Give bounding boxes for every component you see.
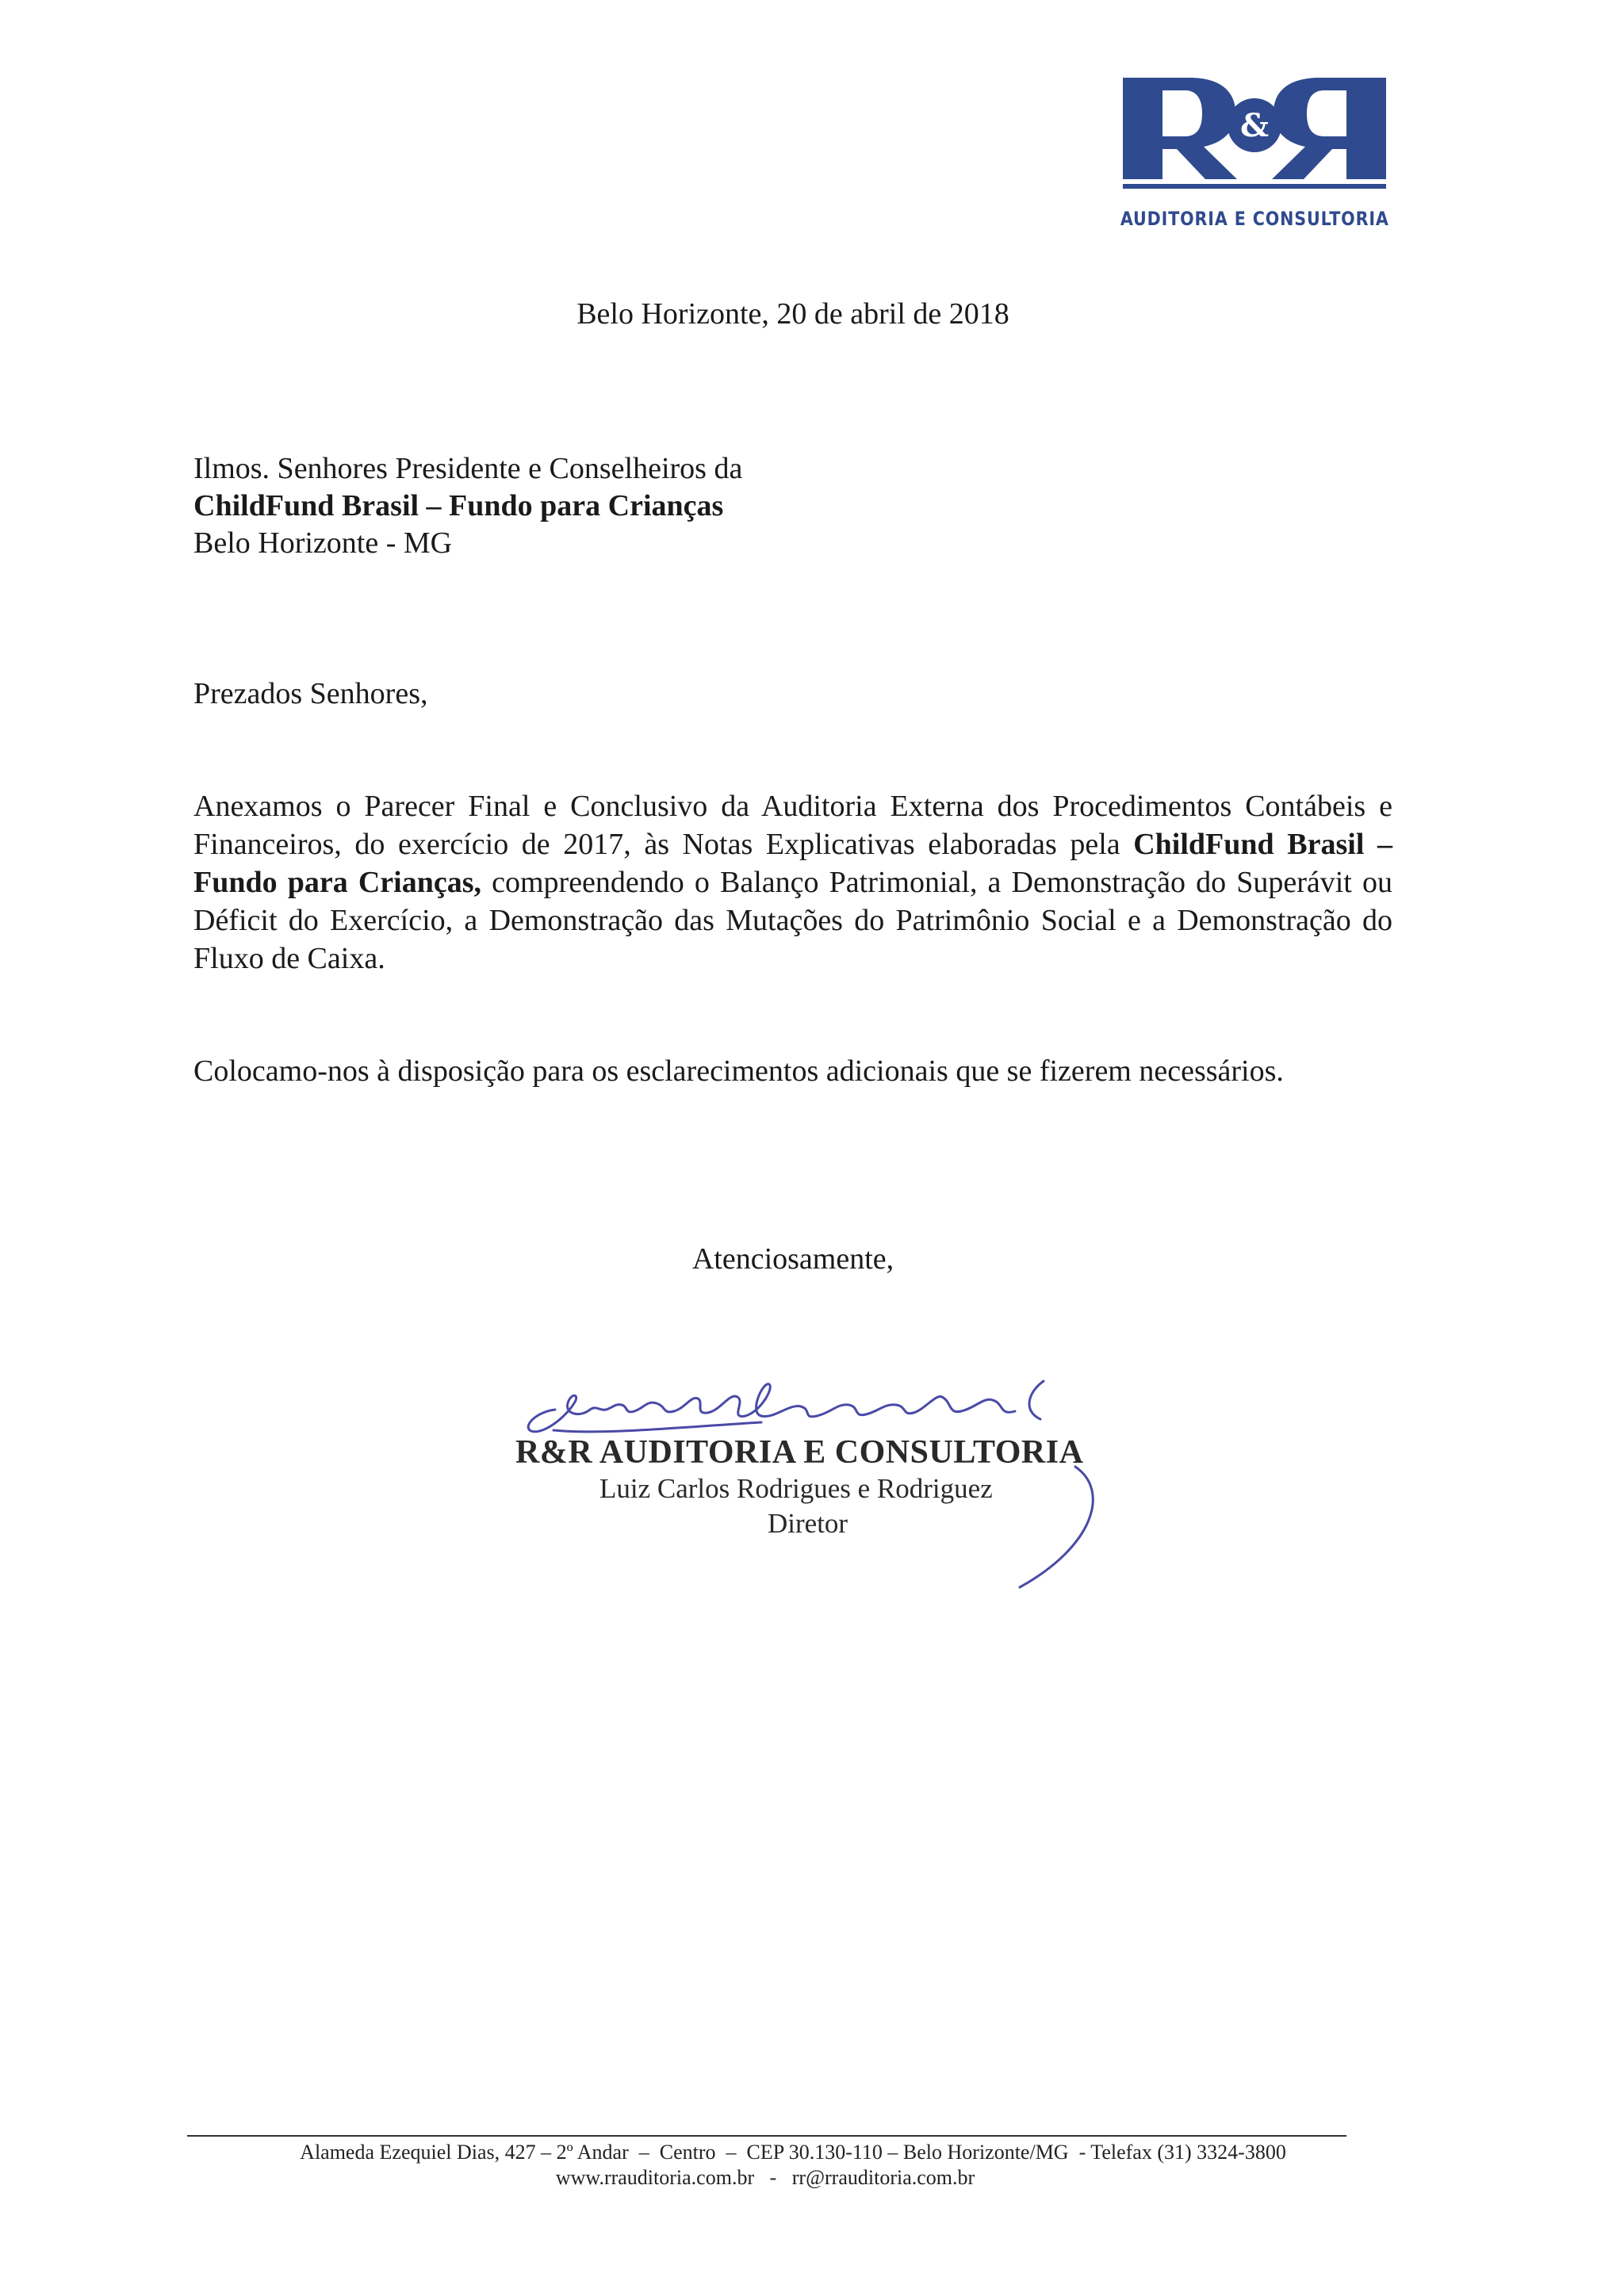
body-rest: compreendendo o Balanço Patrimonial, a Demonstração do Superávit ou Déficit do Exercício, a Demonstração das Mutações do Patrimônio Social e a Demonstração do Fluxo de Caixa. (193, 866, 1392, 975)
salutation: Prezados Senhores, (193, 677, 428, 710)
body-paragraph (193, 787, 1392, 978)
recipient-organization: ChildFund Brasil – Fundo para Crianças (193, 489, 724, 522)
logo-mark-icon (1120, 73, 1389, 184)
logo-rule (1123, 184, 1386, 189)
signature-name: Luiz Carlos Rodrigues e Rodriguez (599, 1473, 993, 1504)
body-organization: ChildFund Brasil – Fundo para Crianças, (193, 828, 1392, 899)
valediction: Atenciosamente, (691, 1242, 894, 1276)
body-intro: Anexamos o Parecer Final e Conclusivo da Auditoria Externa dos Procedimentos Contábeis e Financeiros, do exercício de 2017, às Notas Explicativas elaboradas pela (193, 790, 1392, 861)
recipient-city: Belo Horizonte - MG (193, 526, 453, 560)
footer-address: Alameda Ezequiel Dias, 427 – 2º Andar – Centro – CEP 30.130-110 – Belo Horizonte/MG - Telefax (31) 3324-3800 (300, 2141, 1286, 2164)
footer-contact: www.rrauditoria.com.br - rr@rrauditoria.com.br (555, 2166, 975, 2189)
logo-tagline: AUDITORIA E CONSULTORIA (1120, 208, 1389, 230)
letter-date: Belo Horizonte, 20 de abril de 2018 (576, 297, 1009, 331)
signature-title: Diretor (768, 1508, 848, 1539)
recipient-line: Ilmos. Senhores Presidente e Conselheiros da (193, 452, 743, 485)
footer-divider (187, 2135, 1346, 2137)
closing-paragraph: Colocamo-nos à disposição para os esclarecimentos adicionais que se fizerem necessários. (193, 1054, 1284, 1088)
svg-text:&: & (1239, 107, 1270, 144)
recipient-block (193, 450, 742, 562)
signature-firm: R&R AUDITORIA E CONSULTORIA (515, 1434, 1084, 1471)
